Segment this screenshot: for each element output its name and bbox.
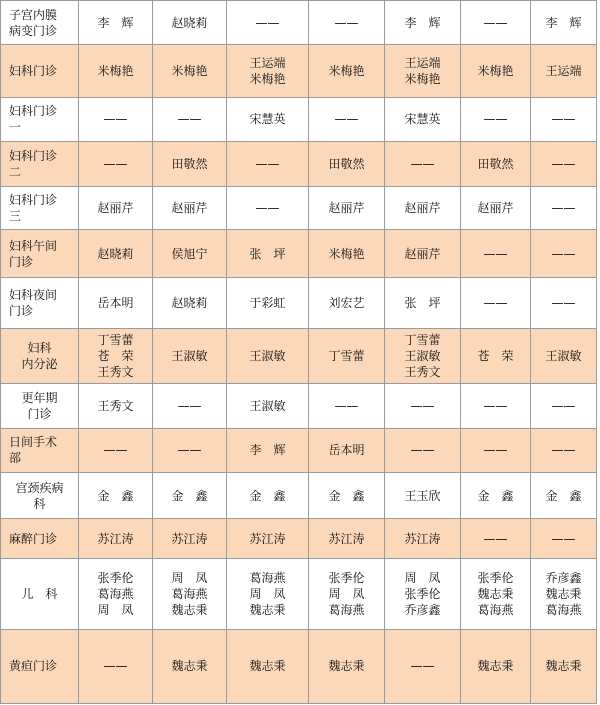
doctor-cell: —— [531,186,597,229]
doctor-cell: 米梅艳 [461,45,531,98]
doctor-cell: —— [531,383,597,428]
doctor-cell: 王淑敏 [531,329,597,383]
doctor-cell: —— [79,98,153,141]
doctor-cell: 赵丽芹 [309,186,385,229]
doctor-cell: —— [461,428,531,472]
doctor-cell: 米梅艳 [79,45,153,98]
doctor-cell: 葛海燕 周 凤 魏志秉 [227,559,309,629]
doctor-cell: 李 辉 [531,1,597,45]
department-cell: 妇科门诊 三 [1,186,79,229]
doctor-cell: 米梅艳 [309,229,385,277]
doctor-cell: 米梅艳 [309,45,385,98]
doctor-cell: 王运端 [531,45,597,98]
department-cell: 妇科午间 门诊 [1,229,79,277]
doctor-cell: 张 坪 [227,229,309,277]
table-row [1,428,597,472]
doctor-cell: —— [461,278,531,329]
doctor-cell: 王运端 米梅艳 [385,45,461,98]
department-cell: 日间手术 部 [1,428,79,472]
doctor-cell: 李 辉 [79,1,153,45]
doctor-cell: —— [461,1,531,45]
doctor-cell: 金 鑫 [79,472,153,518]
table-row [1,1,597,45]
department-cell: 儿 科 [1,559,79,629]
doctor-cell: 田敬然 [461,141,531,186]
doctor-cell: —— [153,383,227,428]
doctor-cell: 赵晓莉 [79,229,153,277]
doctor-cell: —— [79,629,153,703]
doctor-cell: 王运端 米梅艳 [227,45,309,98]
table-row [1,98,597,141]
doctor-cell: —— [227,141,309,186]
doctor-cell: 李 辉 [227,428,309,472]
doctor-cell: 王淑敏 [153,329,227,383]
doctor-cell: 王秀文 [79,383,153,428]
table-row [1,472,597,518]
doctor-cell: 田敬然 [309,141,385,186]
doctor-cell: 张季伦 周 凤 葛海燕 [309,559,385,629]
doctor-cell: —— [79,141,153,186]
department-cell: 子宫内膜 病变门诊 [1,1,79,45]
doctor-cell: 于彩虹 [227,278,309,329]
department-cell: 麻醉门诊 [1,519,79,559]
table-row [1,329,597,383]
doctor-cell: —— [531,141,597,186]
doctor-cell: 赵丽芹 [461,186,531,229]
department-cell: 黄疸门诊 [1,629,79,703]
department-cell: 宫颈疾病 科 [1,472,79,518]
doctor-cell: 金 鑫 [227,472,309,518]
doctor-cell: —— [531,278,597,329]
doctor-cell: 周 凤 张季伦 乔彦鑫 [385,559,461,629]
doctor-cell: 王玉欣 [385,472,461,518]
doctor-cell: 宋慧英 [227,98,309,141]
doctor-cell: 岳本明 [79,278,153,329]
doctor-cell: 苏江涛 [385,519,461,559]
doctor-cell: 赵丽芹 [385,186,461,229]
doctor-cell: —— [385,141,461,186]
doctor-cell: —— [309,1,385,45]
doctor-cell: 魏志秉 [153,629,227,703]
doctor-cell: —— [531,519,597,559]
doctor-cell: 赵丽芹 [79,186,153,229]
doctor-cell: 赵晓莉 [153,278,227,329]
table-row [1,629,597,703]
doctor-cell: 魏志秉 [531,629,597,703]
doctor-cell: 苍 荣 [461,329,531,383]
doctor-cell: 岳本明 [309,428,385,472]
doctor-cell: —— [531,98,597,141]
doctor-cell: —— [309,98,385,141]
table-row [1,559,597,629]
doctor-cell: 张 坪 [385,278,461,329]
doctor-cell: —— [309,383,385,428]
doctor-cell: —— [461,519,531,559]
doctor-cell: 李 辉 [385,1,461,45]
table-row [1,45,597,98]
doctor-cell: 苏江涛 [227,519,309,559]
doctor-cell: 赵丽芹 [153,186,227,229]
doctor-cell: 苏江涛 [79,519,153,559]
doctor-cell: 魏志秉 [461,629,531,703]
doctor-cell: 苏江涛 [309,519,385,559]
doctor-cell: 侯旭宁 [153,229,227,277]
doctor-cell: 张季伦 魏志秉 葛海燕 [461,559,531,629]
doctor-cell: 魏志秉 [227,629,309,703]
doctor-cell: 金 鑫 [461,472,531,518]
doctor-cell: 金 鑫 [309,472,385,518]
doctor-cell: 王淑敏 [227,383,309,428]
department-cell: 妇科 内分泌 [1,329,79,383]
doctor-cell: 苏江涛 [153,519,227,559]
doctor-cell: —— [385,383,461,428]
doctor-cell: 米梅艳 [153,45,227,98]
doctor-cell: 刘宏艺 [309,278,385,329]
doctor-cell: 王淑敏 [227,329,309,383]
doctor-cell: —— [153,428,227,472]
doctor-cell: 田敬然 [153,141,227,186]
doctor-cell: —— [461,98,531,141]
department-cell: 妇科门诊 二 [1,141,79,186]
doctor-cell: —— [385,428,461,472]
doctor-cell: —— [153,98,227,141]
doctor-cell: 赵丽芹 [385,229,461,277]
doctor-cell: —— [385,629,461,703]
doctor-cell: 乔彦鑫 魏志秉 葛海燕 [531,559,597,629]
doctor-cell: 魏志秉 [309,629,385,703]
doctor-cell: 金 鑫 [531,472,597,518]
doctor-cell: 赵晓莉 [153,1,227,45]
doctor-cell: 周 凤 葛海燕 魏志秉 [153,559,227,629]
doctor-cell: —— [461,383,531,428]
table-row [1,519,597,559]
table-row [1,278,597,329]
doctor-cell: —— [531,428,597,472]
doctor-cell: —— [531,229,597,277]
doctor-cell: 张季伦 葛海燕 周 凤 [79,559,153,629]
table-row [1,383,597,428]
table-row [1,141,597,186]
doctor-cell: —— [227,186,309,229]
doctor-cell: —— [79,428,153,472]
doctor-cell: 金 鑫 [153,472,227,518]
doctor-cell: 丁雪蕾 [309,329,385,383]
doctor-cell: —— [461,229,531,277]
department-cell: 妇科门诊 [1,45,79,98]
doctor-cell: —— [227,1,309,45]
doctor-cell: 丁雪蕾 王淑敏 王秀文 [385,329,461,383]
department-cell: 更年期 门诊 [1,383,79,428]
doctor-cell: 丁雪蕾 苍 荣 王秀文 [79,329,153,383]
doctor-cell: 宋慧英 [385,98,461,141]
table-row [1,186,597,229]
department-cell: 妇科夜间 门诊 [1,278,79,329]
table-row [1,229,597,277]
department-cell: 妇科门诊 一 [1,98,79,141]
